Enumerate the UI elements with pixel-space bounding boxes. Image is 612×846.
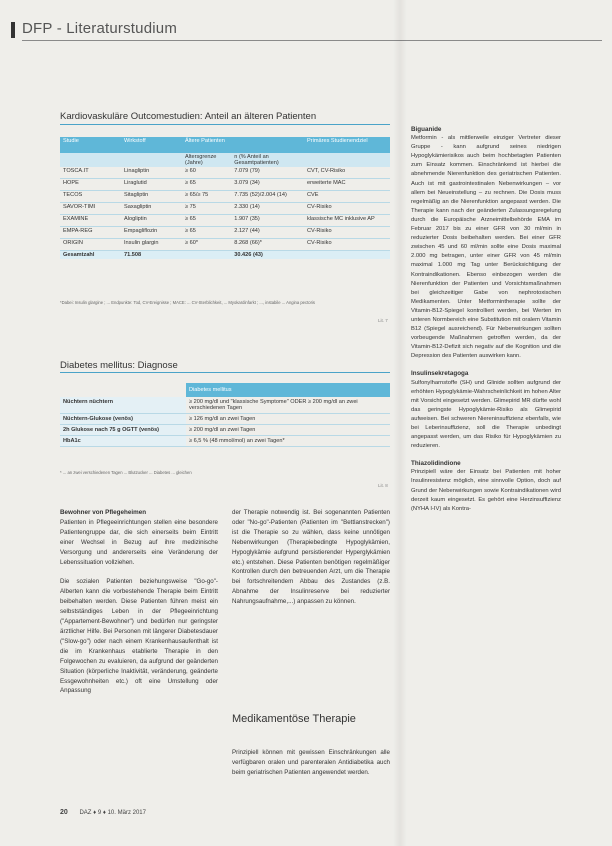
criterion-value: ≥ 200 mg/dl und "klassische Symptome" ODER ≥ 200 mg/dl an zwei verschiedenen Tagen [186, 397, 390, 414]
table-row [60, 227, 390, 239]
table1-header-older: Ältere Patienten [182, 137, 304, 153]
table-cell: Saxagliptin [121, 203, 182, 215]
table-cell: ≥ 65 [182, 215, 231, 227]
table-cell: ≥ 65 [182, 227, 231, 239]
table-total-cell: 71.508 [121, 251, 182, 260]
table2-rule [60, 372, 390, 373]
right-paragraph-2: Sulfonylharnstoffe (SH) und Glinide sollten aufgrund der erhöhten Hypoglykämie-Wahrscheinlichkeit im hohen Alter mit Vorsicht eingesetzt werden. Glimepirid MR dürfte wohl das geringste Hypoglykämie-Risiko als Glimepirid aufweisen. Bei schweren Niereninsuffizienz ebenfalls, wie bei Leberinsuffizienz, soll die Therapie unbedingt angepasst werden, um das Risiko für Hypoglykämien zu reduzieren. [411, 379, 561, 450]
right-column [411, 125, 561, 514]
table-cell: TOSCA.IT [60, 167, 121, 179]
table-row [60, 191, 390, 203]
section-heading-insulin-secretagogues: Insulinsekretagoga [411, 370, 469, 378]
table-row [60, 436, 390, 447]
table2-reference: Lit. 8 [378, 483, 388, 488]
table-row [60, 239, 390, 251]
table-cell: CVE [304, 191, 390, 203]
middle-column-2 [232, 748, 390, 778]
footer-issue-text: DAZ ♦ 9 ♦ 10. März 2017 [79, 810, 146, 816]
table-row [60, 179, 390, 191]
criterion-label: 2h Glukose nach 75 g OGTT (venös) [60, 425, 186, 436]
table-row [60, 414, 390, 425]
middle-paragraph-1: der Therapie notwendig ist. Bei sogenannten Patienten oder "No-go"-Patienten (Patienten im "Bettlanstrecken") ist die Therapie so zu wählen, dass keine unnötigen Nebenwirkungen (Therapiebedingte Hypoglykämien, Hypoglykämie aufgrund persistierender Hyperglykämien etc.) entstehen. Diese Patienten benötigen regelmäßiger Kontrollen durch den betreuenden Arzt, um die Therapie bei fortschreitendem Abbau des Zustandes (z.B. Abnahme der Insulinreserve bei reduzierter Nahrungsaufnahme,...) anpassen zu können. [232, 509, 390, 606]
table-row [60, 203, 390, 215]
criterion-value: ≥ 6,5 % (48 mmol/mol) an zwei Tagen* [186, 436, 390, 447]
table-cell: TECOS [60, 191, 121, 203]
table-cell: Liraglutid [121, 179, 182, 191]
criterion-label: Nüchtern nüchtern [60, 397, 186, 414]
page-fold-shadow [393, 0, 407, 846]
left-column [60, 508, 218, 696]
table-total-cell [304, 251, 390, 260]
table1-rule [60, 124, 390, 125]
diagnosis-table [60, 383, 390, 447]
table-cell: CV-Risiko [304, 227, 390, 239]
table1-subheader-age: Altersgrenze (Jahre) [182, 153, 231, 167]
table-total-cell: Gesamtzahl [60, 251, 121, 260]
table-total-cell: 30.426 (43) [231, 251, 304, 260]
table-cell: SAVOR-TIMI [60, 203, 121, 215]
table-row [60, 425, 390, 436]
table-cell: CV-Risiko [304, 203, 390, 215]
table-cell: klassische MC inklusive AP [304, 215, 390, 227]
right-paragraph-1: Metformin - als mittlerweile einziger Vertreter dieser Gruppe - kann aufgrund seines niedrigen Hypoglykämierisikos auch beim hochbetagten Patienten zum Einsatz kommen. Einschränkend ist hierbei die abnehmende Nierenfunktion des geriatrischen Patienten. Auch ist mit gastrointestinalen Nebenwirkungen – vor allem bei Neueinstellung – zu rechnen. Die Dosis muss regelmäßig an die Nierenfunktion angepasst werden. Die Therapie kann nach der geänderten Zulassungsregelung durch die Europäische Arzneimittelbehörde EMA im Februar 2017 bis zu einer GFR von 30 ml/min in reduzierter Dosis beibehalten werden. Bei einer GFR zwischen 45 und 60 ml/min sollte eine Dosis maximal 2.000 mg betragen, unter einer GFR von 45 ml/min maximal 1.000 mg Tag unter Berücksichtigung der Kontraindikationen. Ebenso einbezogen werden die Nierenfunktion der Patienten und Vorsichtsmaßnahmen bei gleichzeitiger Gabe von nephrotoxischen Medikamenten. Unter Metformintherapie sollte der Vitamin-B12-Spiegel kontrolliert werden, bei Werten im unteren Normbereich eine Substitution mit oralem Vitamin B12 (Spiegel ausreichend). Für Nebenwirkungen sollten vorbeugende Maßnahmen getroffen werden, da der Vitamin-B12-Defizit sich negativ auf die Kognition und die Depression des Patienten auswirken kann. [411, 135, 561, 360]
table-cell: 2.127 (44) [231, 227, 304, 239]
table1-header-endpoint: Primäres Studienendziel [304, 137, 390, 153]
table1-footnote: *Dabei: Insulin glargine ; ... Endpunkte: Tod, CV-Ereignisse ; MACE: ... CV-Sterblichkeit, ... Myokardinfarkt ; ..., instabile ... Angina pectoris [60, 300, 316, 305]
criterion-value: ≥ 200 mg/dl an zwei Tagen [186, 425, 390, 436]
table-cell: 7.735 (52)/2.004 (14) [231, 191, 304, 203]
table1-subheader-n: n (% Anteil an Gesamtpatienten) [231, 153, 304, 167]
page-footer [60, 809, 146, 816]
table-cell: 3.079 (34) [231, 179, 304, 191]
section-heading-biguanide: Biguanide [411, 126, 442, 133]
table2-title: Diabetes mellitus: Diagnose [60, 360, 178, 371]
table-cell: 8.268 (66)* [231, 239, 304, 251]
table-cell: EMPA-REG [60, 227, 121, 239]
table2-header: Diabetes mellitus [186, 383, 390, 397]
table-row [60, 397, 390, 414]
table-cell: ORIGIN [60, 239, 121, 251]
header-rule [22, 40, 602, 41]
table-cell: ≥ 75 [182, 203, 231, 215]
table-cell: ≥ 65 [182, 179, 231, 191]
section-heading-thiazolidinediones: Thiazolidindione [411, 460, 461, 468]
page-number: 20 [60, 809, 68, 816]
criterion-label: HbA1c [60, 436, 186, 447]
table-cell: Alogliptin [121, 215, 182, 227]
section-heading-drug-therapy: Medikamentöse Therapie [232, 713, 356, 725]
table-cell: Insulin glargin [121, 239, 182, 251]
table-cell: 2.330 (14) [231, 203, 304, 215]
table-cell: CV-Risiko [304, 239, 390, 251]
table1-title: Kardiovaskuläre Outcomestudien: Anteil an älteren Patienten [60, 111, 317, 122]
table-cell: erweiterte MAC [304, 179, 390, 191]
middle-paragraph-2: Prinzipiell können mit gewissen Einschränkungen alle verfügbaren oralen und parenteralen Antidiabetika auch beim geriatrischen Patienten angewendet werden. [232, 749, 390, 776]
table1-header-study: Studie [60, 137, 121, 153]
table-row [60, 215, 390, 227]
left-paragraph-1: Patienten in Pflegeeinrichtungen stellen eine besondere Patientengruppe dar, die sich einerseits beim Eintritt einer Wechsel in Bezug auf ihre medizinische Versorgung und andererseits eine Veränderung der Lebenssituation vollziehen. [60, 518, 218, 566]
page-header-title: DFP - Literaturstudium [22, 20, 178, 37]
table-cell: 1.907 (35) [231, 215, 304, 227]
table-cell: EXAMINE [60, 215, 121, 227]
table-cell: CVT, CV-Risiko [304, 167, 390, 179]
table-cell: ≥ 60 [182, 167, 231, 179]
criterion-value: ≥ 126 mg/dl an zwei Tagen [186, 414, 390, 425]
table1-reference: Lit. 7 [378, 318, 388, 323]
table-cell: ≥ 60* [182, 239, 231, 251]
table-cell: ≥ 65/≥ 75 [182, 191, 231, 203]
right-paragraph-3: Prinzipiell wäre der Einsatz bei Patienten mit hoher Insulinresistenz möglich, eine sinnvolle Option, doch auf Grund der Nebenwirkungen sowie Kontraindikationen wird derzeit kaum eingesetzt. Es gehört eine Herzinsuffizienz (NYHA I-IV) als Kontra- [411, 469, 561, 512]
table-cell: HOPE [60, 179, 121, 191]
middle-column [232, 508, 390, 607]
header-accent-bar [11, 22, 15, 38]
table-cell: Linagliptin [121, 167, 182, 179]
table2-footnote: * ... an zwei verschiedenen Tagen ... Blutzucker ... Diabetes ... gleichen [60, 470, 192, 475]
table-total-cell [182, 251, 231, 260]
table-cell: Sitagliptin [121, 191, 182, 203]
table1-header-drug: Wirkstoff [121, 137, 182, 153]
criterion-label: Nüchtern-Glukose (venös) [60, 414, 186, 425]
section-heading-nursing-homes: Bewohner von Pflegeheimen [60, 509, 147, 516]
outcome-studies-table [60, 137, 390, 259]
table-total-row [60, 251, 390, 260]
table-row [60, 167, 390, 179]
left-paragraph-2: Die sozialen Patienten beziehungsweise "Go-go"-Alberten kann die vorbestehende Therapie beim Eintritt beibehalten werden. Diese Patienten führen meist ein selbstständiges Leben in der Pflegeeinrichtung ("Appartement-Bewohner") und bedürfen nur geringster ärztlicher Hilfe. Bei Personen mit längerer Diabetesdauer ("Slow-go") oder nach einem Krankenhausaufenthalt ist die im Krankenhaus etablierte Therapie in den Folgewochen zu evaluieren, da aufgrund der geänderten Situation (körperliche Inaktivität, veränderung, geänderte Essgewohnheiten etc.) oft eine Umstellung oder Anpassung [60, 578, 218, 695]
table-cell: 7.079 (79) [231, 167, 304, 179]
table-cell: Empagliflozin [121, 227, 182, 239]
